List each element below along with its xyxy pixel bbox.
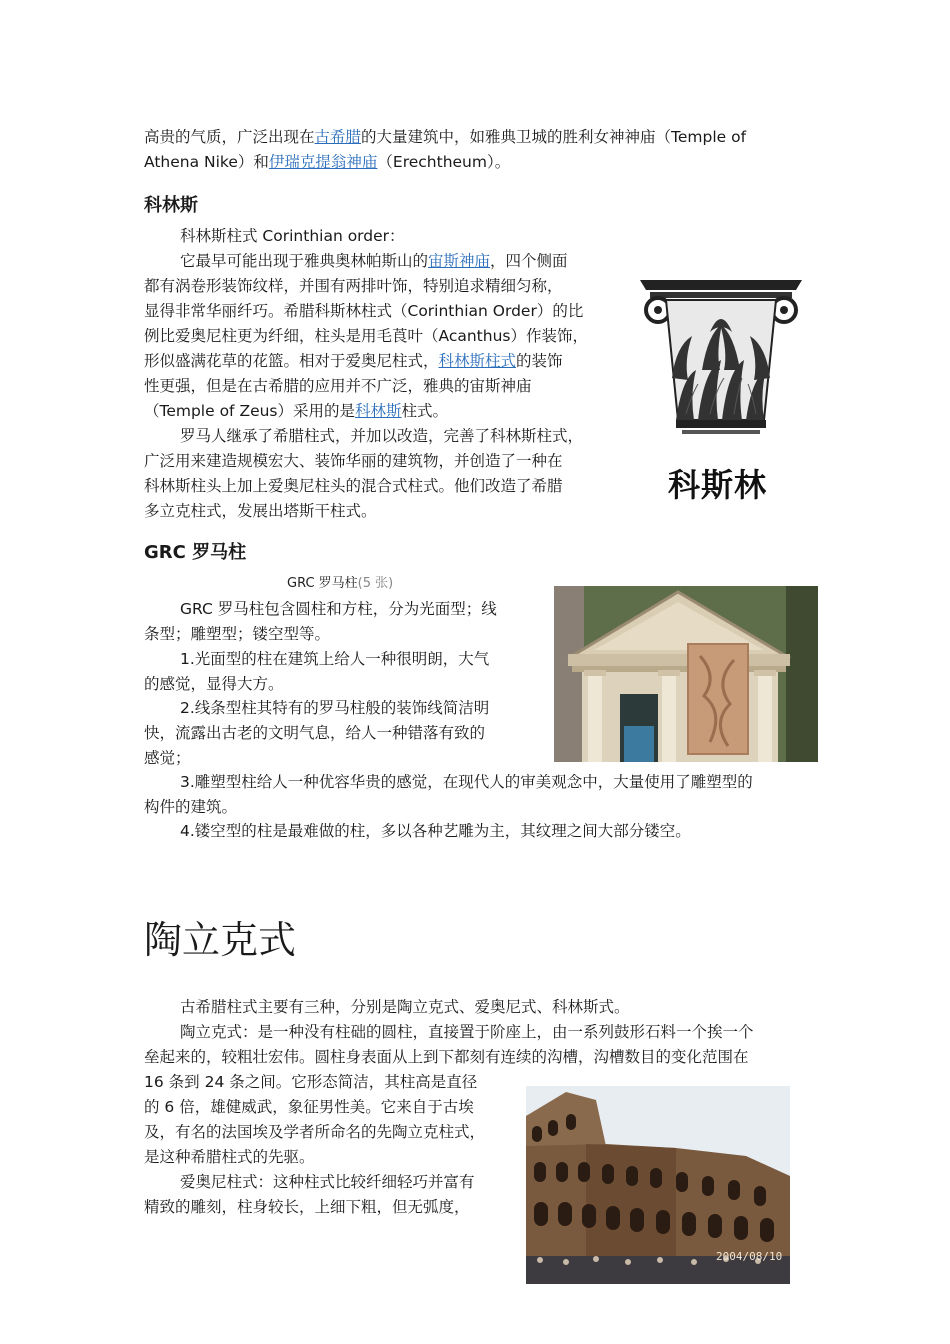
grc-line-10: 4.镂空型的柱是最难做的柱，多以各种艺雕为主，其纹理之间大部分镂空。 xyxy=(180,822,691,840)
doric-line-3: 垒起来的，较粗壮宏伟。圆柱身表面从上到下都刻有连续的沟槽，沟槽数目的变化范围在 xyxy=(144,1048,749,1066)
corinthian-line-1: 它最早可能出现于雅典奥林帕斯山的宙斯神庙，四个侧面 xyxy=(180,252,568,270)
corinthian-capital-image xyxy=(636,274,806,510)
doric-line-7: 是这种希腊柱式的先驱。 xyxy=(144,1148,315,1166)
grc-line-8: 3.雕塑型柱给人一种优容华贵的感觉，在现代人的审美观念中，大量使用了雕塑型的 xyxy=(180,773,753,791)
doric-line-8: 爱奥尼柱式：这种柱式比较纤细轻巧并富有 xyxy=(180,1173,475,1191)
grc-line-2: 条型；雕塑型；镂空型等。 xyxy=(144,625,331,643)
image-label: 科斯林 xyxy=(668,466,768,504)
corinthian-line-4: 例比爱奥尼柱更为纤细，柱头是用毛莨叶（Acanthus）作装饰， xyxy=(144,327,588,345)
section-heading-grc: GRC 罗马柱 xyxy=(144,542,247,563)
intro-line-2: Athena Nike）和伊瑞克提翁神庙（Erechtheum）。 xyxy=(144,153,511,171)
photo-date-stamp: 2004/08/10 xyxy=(716,1250,783,1263)
grc-temple-photo[interactable] xyxy=(554,586,818,762)
grc-line-6: 快，流露出古老的文明气息，给人一种错落有致的 xyxy=(144,724,486,742)
link-ancient-greece[interactable]: 古希腊 xyxy=(314,128,362,146)
corinthian-line-5: 形似盛满花草的花篮。相对于爱奥尼柱式，科林斯柱式的装饰 xyxy=(144,352,563,370)
colosseum-photo[interactable] xyxy=(526,1086,790,1284)
link-corinthian-order[interactable]: 科林斯柱式 xyxy=(438,352,517,370)
doric-line-9: 精致的雕刻，柱身较长，上细下粗，但无弧度， xyxy=(144,1198,470,1216)
doric-line-6: 及，有名的法国埃及学者所命名的先陶立克柱式， xyxy=(144,1123,486,1141)
corinthian-line-7: （Temple of Zeus）采用的是科林斯柱式。 xyxy=(144,402,449,420)
grc-line-7: 感觉； xyxy=(144,749,191,767)
grc-line-4: 的感觉，显得大方。 xyxy=(144,675,284,693)
section-heading-doric: 陶立克式 xyxy=(144,918,297,962)
grc-image-caption: GRC 罗马柱(5 张) xyxy=(287,576,394,591)
doric-line-4: 16 条到 24 条之间。它形态简洁，其柱高是直径 xyxy=(144,1073,478,1091)
doric-line-2: 陶立克式：是一种没有柱础的圆柱，直接置于阶座上，由一系列鼓形石料一个挨一个 xyxy=(180,1023,754,1041)
corinthian-line-11: 多立克柱式，发展出塔斯干柱式。 xyxy=(144,502,377,520)
corinthian-line-2: 都有涡卷形装饰纹样，并围有两排叶饰，特别追求精细匀称， xyxy=(144,277,563,295)
grc-line-5: 2.线条型柱其特有的罗马柱般的装饰线简洁明 xyxy=(180,699,490,717)
link-erechtheum[interactable]: 伊瑞克提翁神庙 xyxy=(268,153,378,171)
corinthian-line-10: 科林斯柱头上加上爱奥尼柱头的混合式柱式。他们改造了希腊 xyxy=(144,477,563,495)
link-corinthian[interactable]: 科林斯 xyxy=(355,402,402,420)
image-count[interactable]: (5 张) xyxy=(357,576,394,591)
grc-line-9: 构件的建筑。 xyxy=(144,798,238,816)
corinthian-line-8: 罗马人继承了希腊柱式，并加以改造，完善了科林斯柱式， xyxy=(180,427,584,445)
section-heading-corinthian: 科林斯 xyxy=(144,195,198,216)
intro-line-1: 高贵的气质，广泛出现在古希腊的大量建筑中，如雅典卫城的胜利女神神庙（Temple of xyxy=(144,128,747,146)
link-temple-of-zeus[interactable]: 宙斯神庙 xyxy=(428,252,491,270)
corinthian-line-9: 广泛用来建造规模宏大、装饰华丽的建筑物，并创造了一种在 xyxy=(144,452,563,470)
doric-line-1: 古希腊柱式主要有三种，分别是陶立克式、爱奥尼式、科林斯式。 xyxy=(180,998,630,1016)
corinthian-line-3: 显得非常华丽纤巧。希腊科斯林柱式（Corinthian Order）的比 xyxy=(144,302,584,320)
temple-photo-drawing xyxy=(554,586,818,762)
corinthian-intro: 科林斯柱式 Corinthian order： xyxy=(180,227,405,245)
corinthian-line-6: 性更强，但是在古希腊的应用并不广泛，雅典的宙斯神庙 xyxy=(144,377,532,395)
grc-line-1: GRC 罗马柱包含圆柱和方柱，分为光面型；线 xyxy=(180,600,497,618)
doric-line-5: 的 6 倍，雄健威武，象征男性美。它来自于古埃 xyxy=(144,1098,474,1116)
grc-line-3: 1.光面型的柱在建筑上给人一种很明朗，大气 xyxy=(180,650,490,668)
